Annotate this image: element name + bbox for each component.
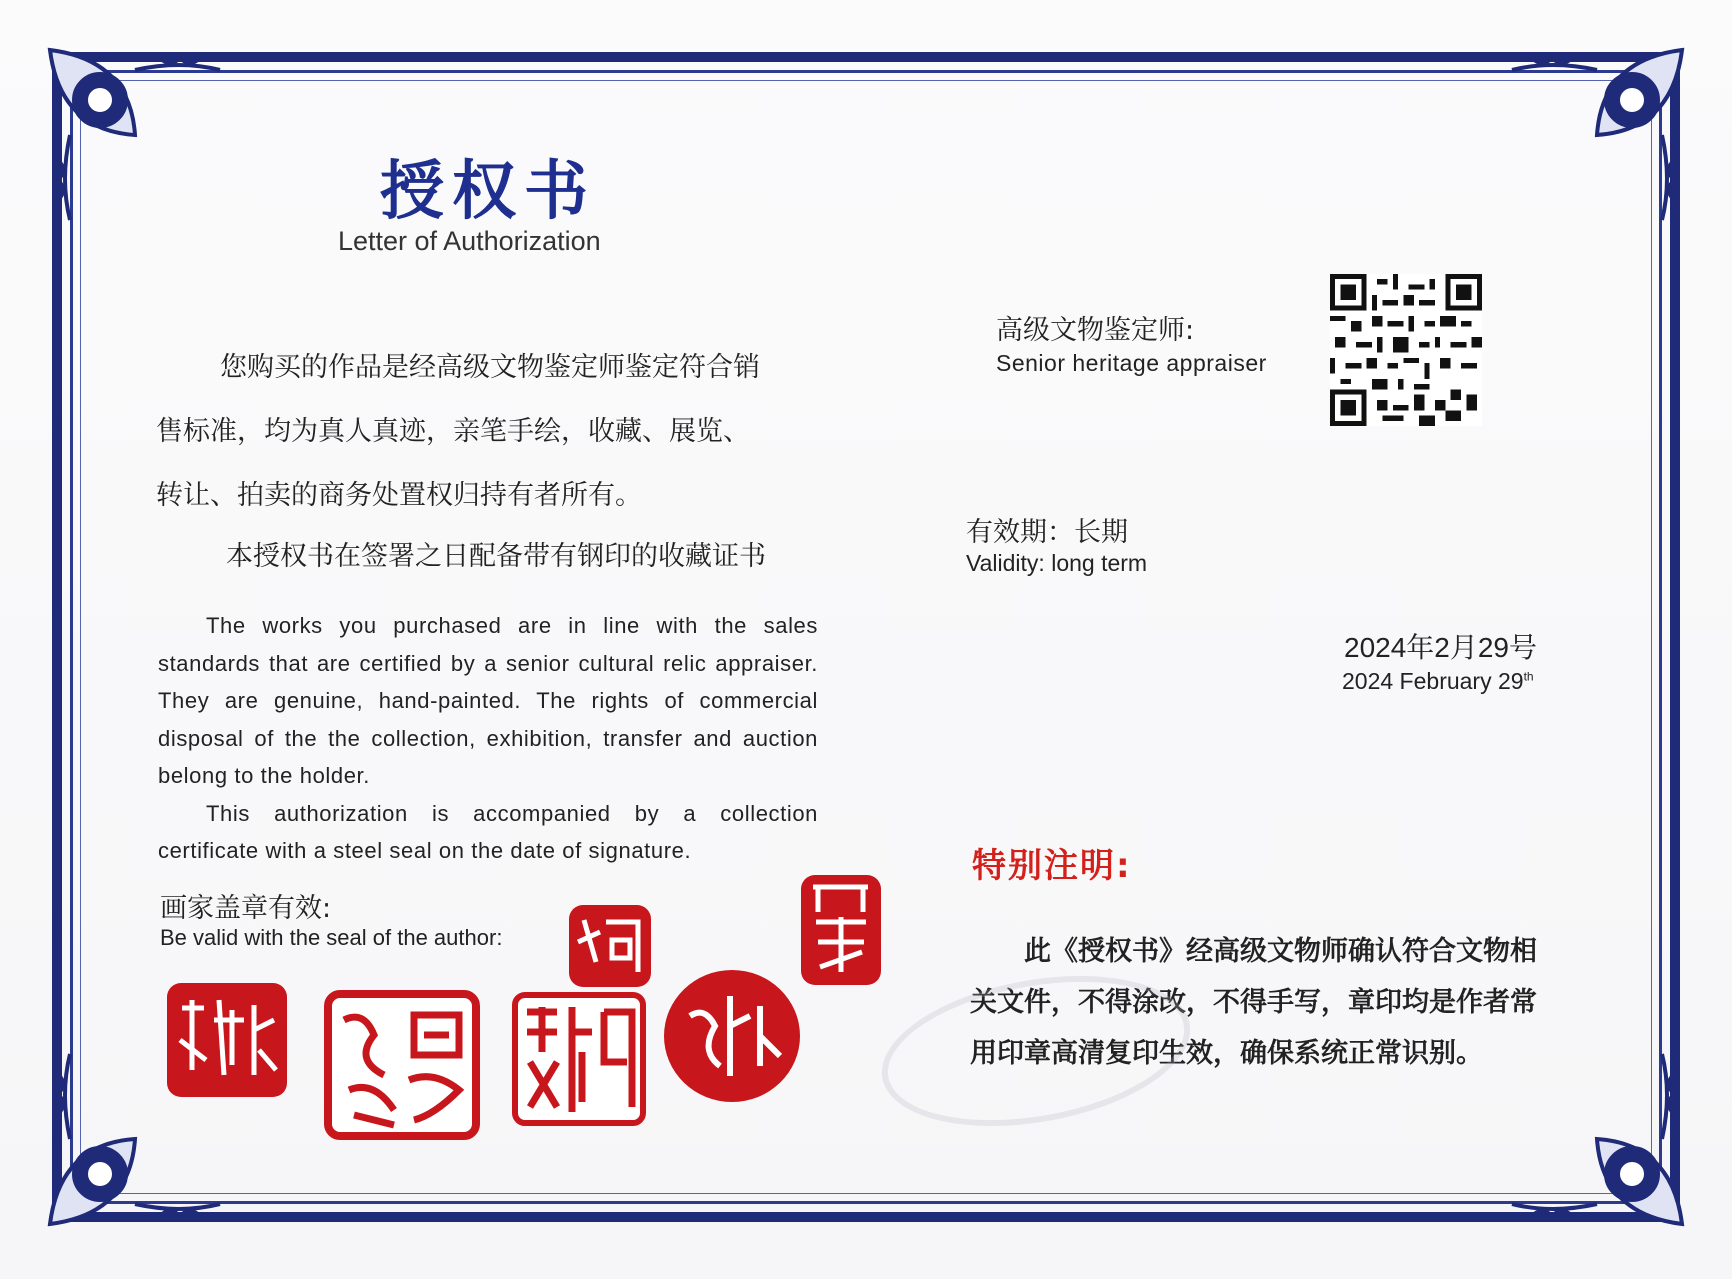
body-english <box>158 607 818 870</box>
ornament-corner-icon <box>40 40 230 230</box>
body-en-paragraph-2: This authorization is accompanied by a collection certificate with a steel seal on the date of signature. <box>158 800 818 863</box>
special-note-title: 特别注明: <box>972 846 1132 886</box>
seal-stamp-icon <box>512 992 646 1126</box>
appraiser-label-english: Senior heritage appraiser <box>996 350 1267 376</box>
ornament-corner-icon <box>1502 40 1692 230</box>
date-english <box>1342 668 1534 695</box>
title-english: Letter of Authorization <box>338 226 601 256</box>
body-cn-line: 转让、拍卖的商务处置权归持有者所有。 <box>156 480 642 511</box>
seal-label-english: Be valid with the seal of the author: <box>160 925 503 950</box>
appraiser-label-chinese: 高级文物鉴定师: <box>996 315 1195 346</box>
special-note-line: 用印章高清复印生效，确保系统正常识别。 <box>970 1038 1483 1069</box>
special-note-line: 关文件，不得涂改，不得手写，章印均是作者常 <box>970 987 1537 1018</box>
seal-stamp-icon <box>660 966 804 1106</box>
validity-label-english: Validity: long term <box>966 550 1148 576</box>
body-cn-line: 售标准，均为真人真迹，亲笔手绘，收藏、展览、 <box>156 416 750 447</box>
seal-label-chinese: 画家盖章有效: <box>160 893 332 924</box>
seal-stamp-icon <box>164 980 290 1100</box>
body-cn-line: 您购买的作品是经高级文物鉴定师鉴定符合销 <box>220 352 760 383</box>
validity-label-chinese: 有效期：长期 <box>966 517 1128 548</box>
seal-stamp-icon <box>798 872 884 988</box>
body-chinese <box>156 336 816 528</box>
seal-stamp-icon <box>324 990 480 1140</box>
body-en-paragraph-1: The works you purchased are in line with the sales standards that are certified by a senior cultural relic appraiser. They are genuine, hand-painted. The rights of commercial disposal of the the collection, exhibition, transfer and auction belong to the holder. <box>158 613 818 788</box>
seal-stamp-icon <box>566 902 654 990</box>
date-english-suffix: th <box>1523 669 1534 684</box>
title-chinese: 授权书 <box>380 154 596 229</box>
date-chinese: 2024年2月29号 <box>1344 632 1538 663</box>
qr-code-icon[interactable] <box>1330 274 1482 426</box>
body-cn-paragraph-2: 本授权书在签署之日配备带有钢印的收藏证书 <box>226 541 766 572</box>
date-english-main: 2024 February 29 <box>1342 668 1524 694</box>
special-note-line: 此《授权书》经高级文物师确认符合文物相 <box>1024 936 1537 967</box>
